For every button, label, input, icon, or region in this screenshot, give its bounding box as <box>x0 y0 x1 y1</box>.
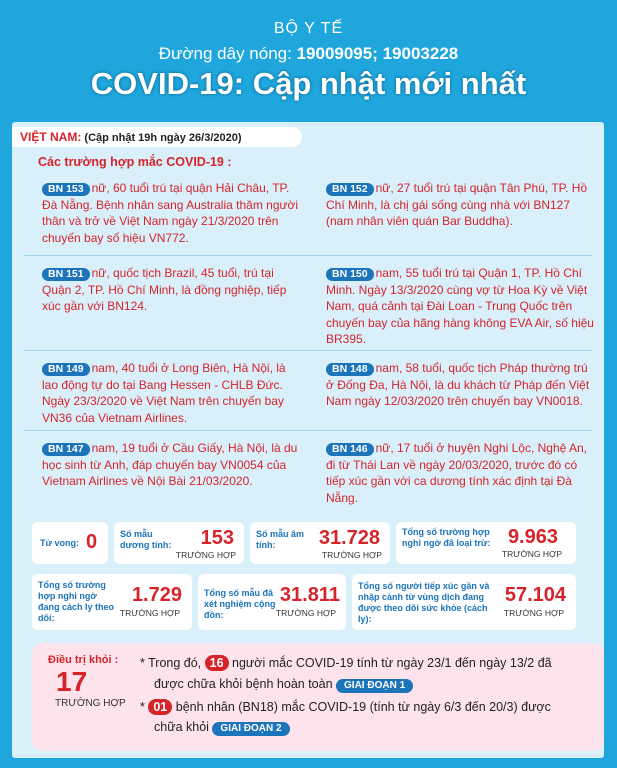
case-bn147 <box>42 440 304 490</box>
hotline-label: Đường dây nóng: <box>158 44 297 63</box>
case-bn153 <box>42 180 304 246</box>
stat-label: Tổng số người tiếp xúc gần và nhập cảnh từ vùng dịch đang được theo dõi sức khỏe (cách ly): <box>358 581 490 624</box>
recovery-text: * <box>140 700 145 714</box>
header <box>0 0 617 122</box>
recovery-line-2b <box>154 718 614 736</box>
case-text: nữ, 17 tuổi ở huyện Nghi Lộc, Nghệ An, đi từ Thái Lan về ngày 20/03/2020, trước đó có tiếp xúc gần với ca dương tính xác định tại Đà Nẵng. <box>326 441 587 505</box>
case-text: nữ, 27 tuổi trú tại quận Tân Phú, TP. Hồ Chí Minh, là chị gái sống cùng nhà với BN127 (nam nhân viên quán Bar Buddha). <box>326 181 588 228</box>
ministry-name: BỘ Y TẾ <box>273 20 344 37</box>
stat-value: 31.728 <box>318 527 380 549</box>
case-id-badge: BN 147 <box>42 443 90 456</box>
stat-unit: TRƯỜNG HỢP <box>119 608 180 618</box>
recovery-text: chữa khỏi <box>154 720 209 734</box>
case-id-badge: BN 148 <box>326 363 374 376</box>
divider <box>24 255 592 256</box>
case-id-badge: BN 146 <box>326 443 374 456</box>
stat-label: Số mẫu âm tính: <box>256 529 305 550</box>
recovered-count-badge: 16 <box>205 655 229 671</box>
stat-monitored <box>352 574 576 630</box>
case-bn150 <box>326 265 594 348</box>
page-title: COVID-19: Cập nhật mới nhất <box>90 66 527 101</box>
recovery-line-2 <box>140 698 600 716</box>
stat-value: 57.104 <box>504 584 566 606</box>
recovery-label: Điều trị khỏi : <box>48 654 119 666</box>
cases-heading: Các trường hợp mắc COVID-19 : <box>38 155 232 169</box>
case-text: nam, 19 tuổi ở Cầu Giấy, Hà Nội, là du học sinh từ Anh, đáp chuyến bay VN0054 của Vietnam Airlines về Nội Bài 21/03/2020. <box>42 441 298 488</box>
case-id-badge: BN 153 <box>42 183 90 196</box>
stat-community-tests <box>198 574 346 630</box>
phase-2-badge: GIAI ĐOẠN 2 <box>212 722 289 736</box>
divider <box>24 430 592 431</box>
case-text: nữ, quốc tịch Brazil, 45 tuổi, trú tại Quận 2, TP. Hồ Chí Minh, là đồng nghiệp, tiếp xúc gần với BN124. <box>42 266 287 313</box>
recovery-line-1b <box>154 675 614 693</box>
case-text: nữ, 60 tuổi trú tại quận Hải Châu, TP. Đà Nẵng. Bệnh nhân sang Australia thăm người thân và trở về Việt Nam ngày 21/3/2020 trên chuyến bay số hiệu VN772. <box>42 181 299 245</box>
divider <box>24 350 592 351</box>
recovery-text: bệnh nhân (BN18) mắc COVID-19 (tính từ ngày 6/3 đến 20/3) được <box>175 700 551 714</box>
country-name: VIỆT NAM: <box>20 130 82 144</box>
phase-1-badge: GIAI ĐOẠN 1 <box>336 679 413 693</box>
case-bn148 <box>326 360 594 410</box>
case-bn149 <box>42 360 304 426</box>
stat-value: 9.963 <box>507 526 558 548</box>
case-id-badge: BN 152 <box>326 183 374 196</box>
stat-unit: TRƯỜNG HỢP <box>501 549 562 559</box>
stat-label: Tổng số trường hợp nghi ngờ đã loại trừ: <box>402 527 491 548</box>
stat-value: 153 <box>200 527 234 549</box>
hotline-numbers: 19009095; 19003228 <box>296 44 459 63</box>
case-text: nam, 40 tuổi ở Long Biên, Hà Nội, là lao động tự do tại Bang Hessen - CHLB Đức. Ngày 23/3/2020 về Việt Nam trên chuyến bay VN36 của Vietnam Airlines. <box>42 361 286 425</box>
case-id-badge: BN 149 <box>42 363 90 376</box>
stat-label: Tử vong: <box>40 538 80 548</box>
stat-value: 1.729 <box>131 584 182 606</box>
stat-value: 31.811 <box>279 584 340 606</box>
stat-label: Tổng số mẫu đã xét nghiệm cộng đồn: <box>204 588 276 620</box>
recovered-count-badge: 01 <box>148 699 172 715</box>
hotline <box>0 44 617 64</box>
stat-suspected-excluded <box>396 522 576 564</box>
stat-deaths <box>32 522 108 564</box>
case-id-badge: BN 151 <box>42 268 90 281</box>
stat-unit: TRƯỜNG HỢP <box>275 608 336 618</box>
stat-positive <box>114 522 244 564</box>
recovery-line-1 <box>140 654 600 672</box>
recovery-text: người mắc COVID-19 tính từ ngày 23/1 đến ngày 13/2 đã <box>232 656 552 670</box>
case-bn151 <box>42 265 304 315</box>
stat-label: Tổng số trường hợp nghi ngờ đang cách ly theo dõi: <box>38 580 115 623</box>
stat-negative <box>250 522 390 564</box>
recovery-unit: TRƯỜNG HỢP <box>55 698 126 709</box>
stat-unit: TRƯỜNG HỢP <box>175 550 236 560</box>
case-bn146 <box>326 440 594 506</box>
case-text: nam, 58 tuổi, quốc tịch Pháp thường trú ở Đống Đa, Hà Nội, là du khách từ Pháp đến Việt Nam ngày 12/03/2020 trên chuyến bay VN0018. <box>326 361 590 408</box>
case-bn152 <box>326 180 594 230</box>
recovery-text: * Trong đó, <box>140 656 202 670</box>
case-id-badge: BN 150 <box>326 268 374 281</box>
stat-label: Số mẫu dương tính: <box>120 529 172 550</box>
stat-unit: TRƯỜNG HỢP <box>503 608 564 618</box>
recovery-text: được chữa khỏi bệnh hoàn toàn <box>154 677 333 691</box>
country-bar <box>12 127 302 147</box>
stat-value: 0 <box>86 531 98 553</box>
stat-unit: TRƯỜNG HỢP <box>321 550 382 560</box>
case-text: nam, 55 tuổi trú tại Quận 1, TP. Hồ Chí Minh. Ngày 13/3/2020 cùng vợ từ Hoa Kỳ về Việt Nam, quá cảnh tại Đài Loan - Trung Quốc trên chuyến bay của hãng hàng không EVA Air, số hiệu BR395. <box>326 266 594 346</box>
recovery-value: 17 <box>56 666 88 697</box>
update-time: (Cập nhật 19h ngày 26/3/2020) <box>84 132 242 144</box>
stat-suspected-isolation <box>32 574 192 630</box>
